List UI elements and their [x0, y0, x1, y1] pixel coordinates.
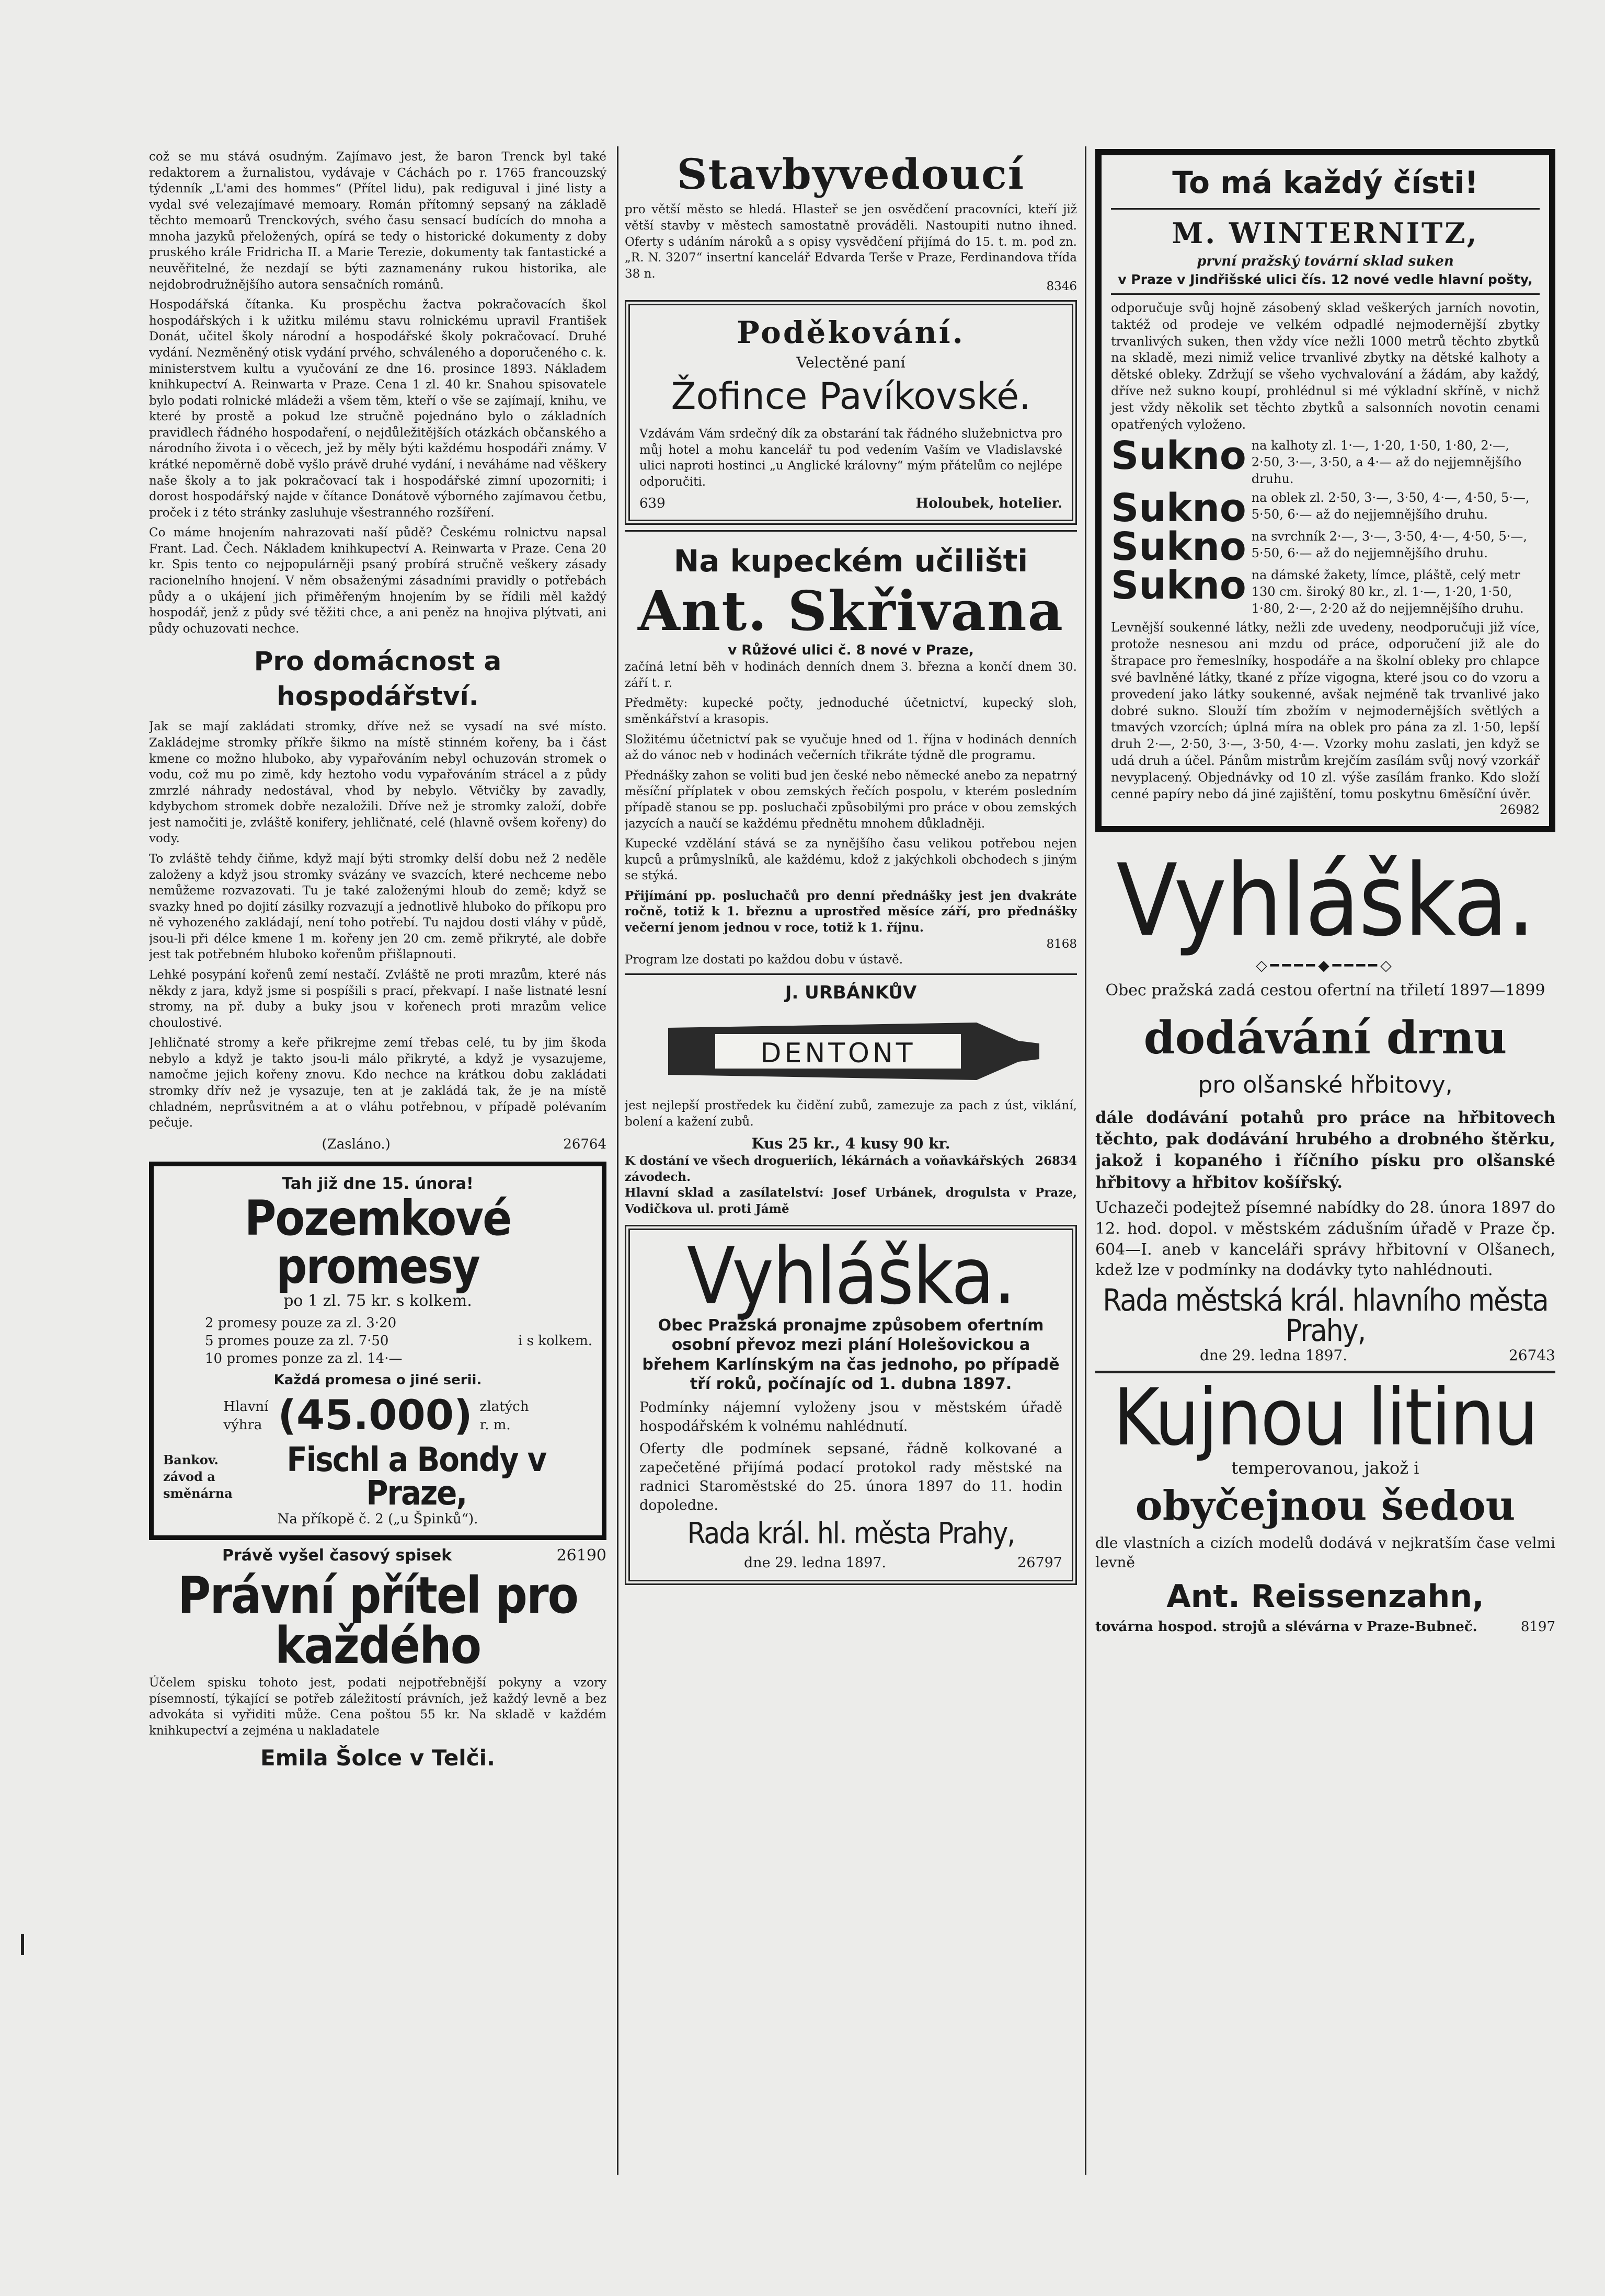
sukno-label: Sukno: [1111, 485, 1246, 531]
vyhra-zlatych: zlatých r. m.: [479, 1399, 529, 1433]
vyhlaska2-paragraph: dále dodávání potahů pro práce na hřbitovech těchto, pak dodávání hrubého a drobného štěrku, jakož i kopaného i říčního písku pro olšanské hřbitovy a hřbitov košířský.: [1095, 1108, 1555, 1192]
column-divider-right: [1085, 146, 1086, 2175]
winternitz-address: v Praze v Jindřišské ulici čís. 12 nové vedle hlavní pošty,: [1118, 271, 1533, 287]
ucilisti-paragraph: Přijímání pp. posluchačů pro denní přednášky jest jen dvakráte ročně, totiž k 1. březnu a uprostřed měsíce září, pro přednášky večerní jenom jednou v roce, totiž k 1. říjnu.: [625, 888, 1077, 935]
promesy-row: 10 promes ponze za zl. 14·—: [205, 1350, 403, 1367]
vyhlaska2-rada: Rada městská král. hlavního města Prahy,: [1103, 1282, 1548, 1349]
ucilisti-paragraph: Program lze dostati po každou dobu v ústavě.: [625, 953, 903, 967]
kujnou-name: Ant. Reissenzahn,: [1166, 1578, 1484, 1615]
pravni-number: 26190: [556, 1546, 606, 1565]
stavby-title: Stavbyvedoucí: [677, 150, 1025, 199]
promesy-ad: [149, 1162, 606, 1540]
bank-label: Bankov. závod a směnárna: [163, 1452, 233, 1501]
podekovani-ad: [625, 300, 1077, 525]
promesy-title: Pozemkové promesy: [244, 1190, 511, 1295]
left-column: [149, 149, 606, 2167]
kujnou-obycejnou: obyčejnou šedou: [1135, 1482, 1516, 1530]
dentont-number: 26834: [1035, 1154, 1077, 1168]
kujnou-footer: továrna hospod. strojů a slévárna v Praze-Bubneč.: [1095, 1619, 1477, 1635]
vyhlaska-title: Vyhláška.: [686, 1231, 1015, 1322]
vyhlaska2-dodavani: dodávání drnu: [1143, 1012, 1507, 1065]
ucilisti-line: Na kupeckém učilišti: [673, 543, 1028, 579]
pravni-intro: Právě vyšel časový spisek: [222, 1546, 452, 1565]
winternitz-ad: [1095, 149, 1555, 832]
right-column: [1095, 149, 1555, 2167]
kujnou-number: 8197: [1520, 1619, 1555, 1635]
sukno-damske: na dámské žakety, límce, pláště, celý metr 130 cm. široký 80 kr., zl. 1·—, 1·20, 1·50, 1·80, 2·—, 2·20 až do nejjemnějšího druhu.: [1251, 568, 1524, 616]
ucilisti-number: 8168: [1046, 937, 1077, 951]
promesy-kolkem: i s kolkem.: [518, 1333, 592, 1349]
vyhlaska-rada: Rada král. hl. města Prahy,: [687, 1517, 1015, 1551]
promesy-banner: Tah již dne 15. února!: [282, 1175, 474, 1193]
stavby-number: 8346: [1046, 280, 1077, 294]
dentont-price: Kus 25 kr., 4 kusy 90 kr.: [751, 1135, 950, 1153]
ucilisti-address: v Růžové ulici č. 8 nové v Praze,: [728, 642, 974, 658]
vyhra-label: Hlavní výhra: [223, 1399, 269, 1433]
margin-mark: [21, 1934, 24, 1955]
vyhra-amount: (45.000): [278, 1392, 473, 1440]
dentont-warehouse: Hlavní sklad a zasílatelství: Josef Urbánek, drogulsta v Praze, Vodičkova ul. proti Jámě: [625, 1186, 1077, 1216]
vyhlaska2-number: 26743: [1508, 1347, 1555, 1364]
vyhlaska2-pro: pro olšanské hřbitovy,: [1198, 1072, 1453, 1099]
winternitz-text: odporučuje svůj hojně zásobený sklad veškerých jarních novotin, taktéž od prodeje ve velkém odpadlé nejmodernější zbytky trvanlivých suken, then vždy více nežli 1000 metrů těchto zbytků na skladě, mezi nimiž velice trvanlivé zbytky na dětské kalhoty a dětské obleky. Zdržují se všeho vychvalování a žádám, aby každý, dříve než sukno koupí, prohlédnul si mé výkladní skříně, v nichž jest vždy několik set těchto zbytků a salsonních novotin cenami opatřených vyloženo.: [1111, 300, 1540, 432]
podekovani-name: Žofince Pavíkovské.: [671, 375, 1031, 418]
ornament-divider: ◇━━━━◆━━━━◇: [1256, 956, 1395, 974]
ucilisti-paragraph: Kupecké vzdělání stává se za nynějšího času velikou potřebou nejen kupců a průmyslníků, ale každému, kdož z jakýchkoli obchodech s jiným se stýká.: [625, 837, 1077, 883]
bank-name: Fischl a Bondy v Praze,: [286, 1440, 546, 1513]
promesy-row: 5 promes pouze za zl. 7·50: [205, 1333, 389, 1349]
bank-address: Na příkopě č. 2 („u Špinků“).: [277, 1511, 478, 1527]
middle-column: [625, 146, 1077, 2169]
vyhlaska2-title: Vyhláška.: [1116, 842, 1534, 958]
promesy-row: 2 promesy pouze za zl. 3·20: [205, 1315, 397, 1331]
dentont-maker: J. URBÁNKŮV: [785, 982, 917, 1003]
ucilisti-paragraph: Přednášky zahon se voliti bud jen české nebo německé anebo za nepatrný měsíční příplatek v obou zemských řečích pospolu, v kterém posledním případě stanou se pp. posluchači způsobilými pro práce v obou zemských jazycích a naučí se každému přednětu mnohem důkladněji.: [625, 768, 1077, 831]
vyhlaska-ad: [625, 1225, 1077, 1585]
stavby-text: pro větší město se hledá. Hlasteř se jen osvědčení pracovníci, kteří již větší stavby v městech samostatně prováděli. Nastoupiti nutno ihned. Oferty s udáním nároků a s opisy vysvědčení přijímá do 15. t. m. pod zn. „R. N. 3207“ insertní kancelář Edvarda Terše v Praze, Ferdinandova třída 38 n.: [625, 203, 1077, 281]
zaslano-label: (Zasláno.): [322, 1136, 391, 1152]
winternitz-number: 26982: [1499, 802, 1540, 818]
podekovani-title: Poděkování.: [737, 314, 965, 350]
dentont-availability: K dostání ve všech drogueriích, lékárnách a voňavkářských závodech.: [625, 1154, 1024, 1184]
ucilisti-name: Ant. Skřivana: [637, 579, 1064, 644]
winternitz-title: To má každý čísti!: [1172, 165, 1478, 200]
sukno-label: Sukno: [1111, 563, 1246, 609]
winternitz-name: M. WINTERNITZ,: [1172, 216, 1479, 250]
vyhlaska-lead: Obec Pražská pronajme způsobem ofertním osobní převoz mezi plání Holešovickou a břehem Karlínským na čas jednoho, po případě tří roků, počínajíc od 1. dubna 1897.: [642, 1316, 1060, 1394]
pravni-text: Účelem spisku tohoto jest, podati nejpotřebnější pokyny a vzory písemností, týkající se potřeb záležitostí právních, jež každý levně a bez advokáta si vyřiditi může. Cena poštou 55 kr. Na skladě v každém knihkupectví a zejména u nakladatele: [149, 1676, 606, 1738]
vyhlaska2-date: dne 29. ledna 1897.: [1200, 1347, 1348, 1364]
dentont-text: jest nejlepší prostředek ku čidění zubů, zamezuje za pach z úst, viklání, bolení a kažení zubů.: [625, 1098, 1077, 1129]
pravni-publisher: Emila Šolce v Telči.: [260, 1744, 495, 1771]
kujnou-title: Kujnou litinu: [1113, 1372, 1538, 1463]
vyhlaska2-paragraph: Uchazeči podejtež písemné nabídky do 28. února 1897 do 12. hod. dopol. v městském zádušním úřadě v Praze čp. 604—I. aneb v kanceláři správy hřbitovní v Olšanech, kdež lze v podmínky na dodávky tyto nahlédnouti.: [1095, 1198, 1555, 1280]
column-divider-left: [617, 146, 618, 2175]
domacnost-paragraph: To zvláště tehdy čiňme, když mají býti stromky delší dobu než 2 neděle založeny a když jsou stromky svázány ve svazcích, které nechceme nebo nemůžeme rozvazovati. Tu je také založenými hloub do země; když se svazky hned po dojití zásilky rozvazují a jednotlivě hluboko do příkopu pro ně vyhozeného zakládají, není toho potřebí. Tu najdou dosti vláhy v půdě, jsou-li při délce kmene 1 m. kořeny jen 20 cm. země přikryté, ale dobře jest tak potřebném hluboko kořenům přišlapnouti.: [149, 852, 606, 962]
dentont-brand: DENTONT: [760, 1037, 916, 1069]
ucilisti-paragraph: Složitému účetnictví pak se vyučuje hned od 1. října v hodinách denních až do vánoc neb v hodinách večerních třikráte týdně dle programu.: [625, 732, 1077, 763]
sukno-svrchnik: na svrchník 2·—, 3·—, 3·50, 4·—, 4·50, 5·—, 5·50, 6·— až do nejjemnějšího druhu.: [1251, 529, 1528, 560]
vyhlaska-number: 26797: [1017, 1555, 1062, 1571]
zaslano-number: 26764: [563, 1136, 606, 1152]
winternitz-paragraph: Levnější soukenné látky, nežli zde uvedeny, neodporučuji již více, protože nesnesou ani mzdu od práce, odporučení již ale do štrapace pro řemeslníky, hospodáře a na školní obleky pro chlapce své bavlněné látky, tkané z příze vigogna, které jsou co do vzoru a provedení jako látky soukenné, avšak nejméně tak trvanlivé jako dobré sukno. Slouží tím zbožím v nejmodernějších světlých a tmavých vzorcích; úplná míra na oblek pro pána za zl. 1·50, lepší druh 2·—, 2·50, 3·—, 3·50, 4·—. Vzorky mohu zaslati, jen když se udá druh a účel. Pánům mistrům krejčím zasílám svůj nový vzorkář nevyplacený. Objednávky od 10 zl. výše zasílám franko. Kdo složí cenné papíry nebo dá jiné zajištění, tomu poskytnu 6měsíční úvěr.: [1111, 620, 1540, 802]
podekovani-sub: Velectěné paní: [796, 353, 905, 371]
vyhlaska-paragraph: Podmínky nájemní vyloženy jsou v městském úřadě hospodářském k volnému nahlédnutí.: [639, 1399, 1062, 1434]
zaslano-line: [149, 1135, 606, 1154]
vyhlaska-date: dne 29. ledna 1897.: [744, 1555, 887, 1571]
toothpaste-tube-icon: [652, 1012, 1050, 1090]
podekovani-signature: Holoubek, hotelier.: [915, 495, 1062, 511]
hnojeni-review: Co máme hnojením nahrazovati naší půdě? Českému rolnictvu napsal Frant. Lad. Čech. Nákladem knihkupectví A. Reinwarta v Praze. Cena 20 kr. Spis tento co nejpopulárněji psaný probírá stručně veškery zásady racionelního hnojení. V něm obsaženými zásadními pravidly o potřebách půdy a o ukájení jich přiměřeným hnojením by se řídili měl každý hospodář, jenž z půdy své těžiti chce, a ani peněz na hnojiva plýtvati, ani půdy ochuzovati nechce.: [149, 526, 606, 636]
article-text: což se mu stává osudným. Zajímavo jest, že baron Trenck byl také redaktorem a žurnalistou, vydávaje v Cáchách po r. 1765 francouzský týdenník „L'ami des hommes“ (Přítel lidu), pak rediguval i jiné listy a vydal své velezajímavé memoary. Román přítomný sepsaný na základě těchto memoarů Trenckových, svého času sensací budících do mnoha a mnoha jazyků přeložených, opírá se tedy o historické dokumenty z doby pruského krále Fridricha II. a Marie Terezie, dokumenty tak fantastické a neuvěřitelné, že nezdají se býti zaznamenány rukou historika, ale nejdobrodružnějšího autora sensačních románů.: [149, 150, 606, 292]
promesy-serie: Každá promesa o jiné serii.: [273, 1372, 482, 1388]
citanka-review: Hospodářská čítanka. Ku prospěchu žactva pokračovacích škol hospodářských i k užitku milému stavu rolnickému upravil František Donát, učitel školy národní a hospodářské školy pokračovací. Druhé vydání. Nezměněný otisk vydání prvého, schváleného a doporučeného c. k. ministerstvem kultu a vyučování ze dne 16. prosince 1893. Nákladem knihkupectví A. Reinwarta v Praze. Cena 1 zl. 40 kr. Snahou spisovatele bylo podati rolnické mládeži a všem těm, kteří o vše se zajímají, knihu, ve které by prostě a pokud lze stručně pojednáno bylo o základních pravidlech řádného hospodaření, o nejdůležitějších otázkách občanského a národního života i o věcech, jež by měly býti každému hospodáři známy. V krátké nepoměrně době vyšlo právě druhé vydání, i neváháme nad věškery naše školy a to jak pokračovací tak i hospodářské zimní upozorniti; i dorost hospodářský najde v čítance Donátově výborného zajímavou četbu, proček i z této stránky zasluhuje všestranného rozšíření.: [149, 298, 606, 520]
kujnou-sub: temperovanou, jakož i: [1231, 1457, 1419, 1478]
domacnost-paragraph: Lehké posypání kořenů zemí nestačí. Zvláště ne proti mrazům, které nás někdy z jara, když jsme si pospíšili s prací, překvapí. I naše listnaté lesní stromy, na př. duby a buky jsou v kořenech proti mrazům velice choulostivé.: [149, 968, 606, 1030]
sukno-kalhoty: na kalhoty zl. 1·—, 1·20, 1·50, 1·80, 2·—, 2·50, 3·—, 3·50, a 4·— až do nejjemnějšího druhu.: [1251, 438, 1522, 486]
kujnou-text: dle vlastních a cizích modelů dodává v nejkratším čase velmi levně: [1095, 1534, 1555, 1571]
ucilisti-paragraph: Předměty: kupecké počty, jednoduché účetnictví, kupecký sloh, směnkářství a krasopis.: [625, 696, 1077, 727]
sukno-label: Sukno: [1111, 433, 1246, 479]
podekovani-text: Vzdávám Vám srdečný dík za obstarání tak řádného služebnictva pro můj hotel a mohu kancelář tu pod vedením Vaším ve Vladislavské ulici naproti hostinci „u Anglické královny“ mým přátelům co nejlépe odporučiti.: [639, 427, 1062, 489]
domacnost-paragraph: Jak se mají zakládati stromky, dříve než se vysadí na své místo. Zakládejme stromky příkře šikmo na místě stinném kořeny, ba i část kmene co možno hluboko, aby vypařováním nebyl ochuzován stromek o vodu, což mu po zimě, kdy heztoho vodu vypařováním strácel a z půdy zmrzlé náhrady nedostával, vhod by nebylo. Větvičky by zavadly, kdybychom stromek dobře nezaložili. Dříve než je stromky založí, dobře jest namočiti je, zvláště konifery, jehličnaté, celé (hlavně ovšem kořeny) do vody.: [149, 720, 606, 846]
vyhlaska-paragraph: Oferty dle podmínek sepsané, řádně kolkované a zapečetěné přijímá podací protokol rady městské na radnici Staroměstské do 25. února 1897 do 11. hodin dopoledne.: [639, 1441, 1062, 1514]
vyhlaska2-obec: Obec pražská zadá cestou ofertní na třiletí 1897—1899: [1105, 981, 1545, 1000]
podekovani-number: 639: [639, 495, 666, 511]
pravni-title: Právní přítel pro každého: [178, 1566, 578, 1675]
domacnost-paragraph: Jehličnaté stromy a keře přikrejme zemí třebas celé, tu by jim škoda nebylo a když je takto jsou-li málo přikryté, a když je vysazujeme, namočme jejich kořeny znovu. Kdo nechce na krátkou dobu zakládati stromky dřív než je vysazuje, ten at je zakládá tak, že je na místě chladném, neprůsvitném a at o vláhu potřebnou, v případě polévaním pečuje.: [149, 1036, 606, 1130]
winternitz-sub: první pražský tovární sklad suken: [1197, 253, 1454, 269]
sukno-label: Sukno: [1111, 524, 1246, 570]
ucilisti-paragraph: začíná letní běh v hodinách denních dnem 3. března a končí dnem 30. září t. r.: [625, 660, 1077, 690]
section-heading: Pro domácnost a hospodářství.: [254, 646, 502, 711]
promesy-price: po 1 zl. 75 kr. s kolkem.: [283, 1292, 472, 1311]
sukno-oblek: na oblek zl. 2·50, 3·—, 3·50, 4·—, 4·50, 5·—, 5·50, 6·— až do nejjemnějšího druhu.: [1251, 490, 1530, 522]
